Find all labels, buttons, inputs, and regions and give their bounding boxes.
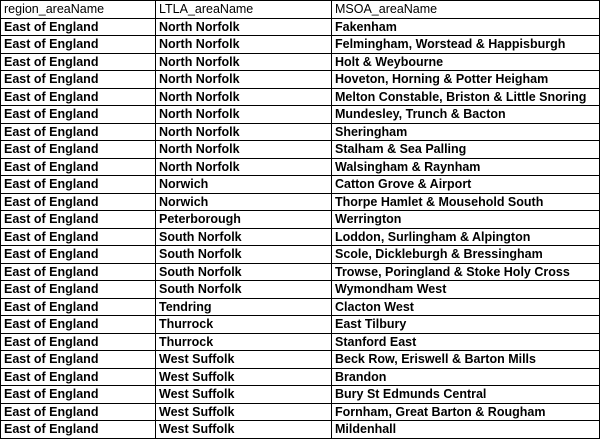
region-cell[interactable]: East of England bbox=[1, 18, 156, 36]
region-cell[interactable]: East of England bbox=[1, 333, 156, 351]
table-row bbox=[1, 18, 600, 36]
msoa-cell[interactable]: Stanford East bbox=[332, 333, 600, 351]
ltla-cell[interactable]: West Suffolk bbox=[156, 421, 332, 439]
msoa-cell[interactable]: Scole, Dickleburgh & Bressingham bbox=[332, 246, 600, 264]
region-cell[interactable]: East of England bbox=[1, 123, 156, 141]
region-cell[interactable]: East of England bbox=[1, 158, 156, 176]
table-row bbox=[1, 36, 600, 54]
table-header bbox=[1, 1, 600, 19]
msoa-cell[interactable]: Loddon, Surlingham & Alpington bbox=[332, 228, 600, 246]
table-row bbox=[1, 71, 600, 89]
ltla-cell[interactable]: West Suffolk bbox=[156, 403, 332, 421]
region-cell[interactable]: East of England bbox=[1, 53, 156, 71]
region-cell[interactable]: East of England bbox=[1, 176, 156, 194]
msoa-cell[interactable]: East Tilbury bbox=[332, 316, 600, 334]
region-cell[interactable]: East of England bbox=[1, 106, 156, 124]
msoa-cell[interactable]: Thorpe Hamlet & Mousehold South bbox=[332, 193, 600, 211]
msoa-cell[interactable]: Clacton West bbox=[332, 298, 600, 316]
region-cell[interactable]: East of England bbox=[1, 71, 156, 89]
column-header-msoa[interactable]: MSOA_areaName bbox=[332, 1, 600, 19]
msoa-cell[interactable]: Wymondham West bbox=[332, 281, 600, 299]
ltla-cell[interactable]: North Norfolk bbox=[156, 71, 332, 89]
table-row bbox=[1, 298, 600, 316]
region-cell[interactable]: East of England bbox=[1, 298, 156, 316]
region-cell[interactable]: East of England bbox=[1, 386, 156, 404]
region-cell[interactable]: East of England bbox=[1, 281, 156, 299]
msoa-cell[interactable]: Bury St Edmunds Central bbox=[332, 386, 600, 404]
ltla-cell[interactable]: North Norfolk bbox=[156, 123, 332, 141]
region-cell[interactable]: East of England bbox=[1, 193, 156, 211]
ltla-cell[interactable]: North Norfolk bbox=[156, 158, 332, 176]
table-row bbox=[1, 316, 600, 334]
ltla-cell[interactable]: West Suffolk bbox=[156, 351, 332, 369]
table-row bbox=[1, 333, 600, 351]
region-cell[interactable]: East of England bbox=[1, 421, 156, 439]
ltla-cell[interactable]: North Norfolk bbox=[156, 88, 332, 106]
ltla-cell[interactable]: West Suffolk bbox=[156, 368, 332, 386]
region-cell[interactable]: East of England bbox=[1, 36, 156, 54]
ltla-cell[interactable]: South Norfolk bbox=[156, 228, 332, 246]
ltla-cell[interactable]: North Norfolk bbox=[156, 18, 332, 36]
ltla-cell[interactable]: Norwich bbox=[156, 176, 332, 194]
ltla-cell[interactable]: Thurrock bbox=[156, 316, 332, 334]
table-row bbox=[1, 281, 600, 299]
msoa-cell[interactable]: Trowse, Poringland & Stoke Holy Cross bbox=[332, 263, 600, 281]
msoa-cell[interactable]: Beck Row, Eriswell & Barton Mills bbox=[332, 351, 600, 369]
header-row bbox=[1, 1, 600, 19]
table-row bbox=[1, 403, 600, 421]
msoa-cell[interactable]: Mundesley, Trunch & Bacton bbox=[332, 106, 600, 124]
ltla-cell[interactable]: Tendring bbox=[156, 298, 332, 316]
region-cell[interactable]: East of England bbox=[1, 403, 156, 421]
table-row bbox=[1, 176, 600, 194]
ltla-cell[interactable]: Thurrock bbox=[156, 333, 332, 351]
msoa-cell[interactable]: Catton Grove & Airport bbox=[332, 176, 600, 194]
ltla-cell[interactable]: Peterborough bbox=[156, 211, 332, 229]
msoa-cell[interactable]: Sheringham bbox=[332, 123, 600, 141]
table-body bbox=[1, 18, 600, 438]
region-cell[interactable]: East of England bbox=[1, 211, 156, 229]
msoa-cell[interactable]: Walsingham & Raynham bbox=[332, 158, 600, 176]
msoa-cell[interactable]: Mildenhall bbox=[332, 421, 600, 439]
region-cell[interactable]: East of England bbox=[1, 228, 156, 246]
ltla-cell[interactable]: North Norfolk bbox=[156, 36, 332, 54]
column-header-ltla[interactable]: LTLA_areaName bbox=[156, 1, 332, 19]
msoa-cell[interactable]: Brandon bbox=[332, 368, 600, 386]
table-row bbox=[1, 211, 600, 229]
table-row bbox=[1, 228, 600, 246]
msoa-cell[interactable]: Hoveton, Horning & Potter Heigham bbox=[332, 71, 600, 89]
table-row bbox=[1, 368, 600, 386]
ltla-cell[interactable]: South Norfolk bbox=[156, 281, 332, 299]
region-cell[interactable]: East of England bbox=[1, 141, 156, 159]
ltla-cell[interactable]: South Norfolk bbox=[156, 263, 332, 281]
table-row bbox=[1, 158, 600, 176]
table-row bbox=[1, 123, 600, 141]
region-cell[interactable]: East of England bbox=[1, 88, 156, 106]
table-row bbox=[1, 421, 600, 439]
ltla-cell[interactable]: North Norfolk bbox=[156, 141, 332, 159]
table-row bbox=[1, 88, 600, 106]
column-header-region[interactable]: region_areaName bbox=[1, 1, 156, 19]
ltla-cell[interactable]: North Norfolk bbox=[156, 53, 332, 71]
ltla-cell[interactable]: Norwich bbox=[156, 193, 332, 211]
table-row bbox=[1, 263, 600, 281]
region-cell[interactable]: East of England bbox=[1, 368, 156, 386]
table-row bbox=[1, 351, 600, 369]
table-row bbox=[1, 193, 600, 211]
msoa-cell[interactable]: Fakenham bbox=[332, 18, 600, 36]
region-cell[interactable]: East of England bbox=[1, 246, 156, 264]
msoa-cell[interactable]: Stalham & Sea Palling bbox=[332, 141, 600, 159]
region-cell[interactable]: East of England bbox=[1, 263, 156, 281]
region-cell[interactable]: East of England bbox=[1, 351, 156, 369]
ltla-cell[interactable]: South Norfolk bbox=[156, 246, 332, 264]
msoa-cell[interactable]: Werrington bbox=[332, 211, 600, 229]
ltla-cell[interactable]: North Norfolk bbox=[156, 106, 332, 124]
msoa-cell[interactable]: Felmingham, Worstead & Happisburgh bbox=[332, 36, 600, 54]
region-cell[interactable]: East of England bbox=[1, 316, 156, 334]
msoa-cell[interactable]: Melton Constable, Briston & Little Snoring bbox=[332, 88, 600, 106]
msoa-cell[interactable]: Holt & Weybourne bbox=[332, 53, 600, 71]
table-row bbox=[1, 53, 600, 71]
table-row bbox=[1, 141, 600, 159]
table-row bbox=[1, 106, 600, 124]
msoa-cell[interactable]: Fornham, Great Barton & Rougham bbox=[332, 403, 600, 421]
table-row bbox=[1, 386, 600, 404]
table-row bbox=[1, 246, 600, 264]
ltla-cell[interactable]: West Suffolk bbox=[156, 386, 332, 404]
